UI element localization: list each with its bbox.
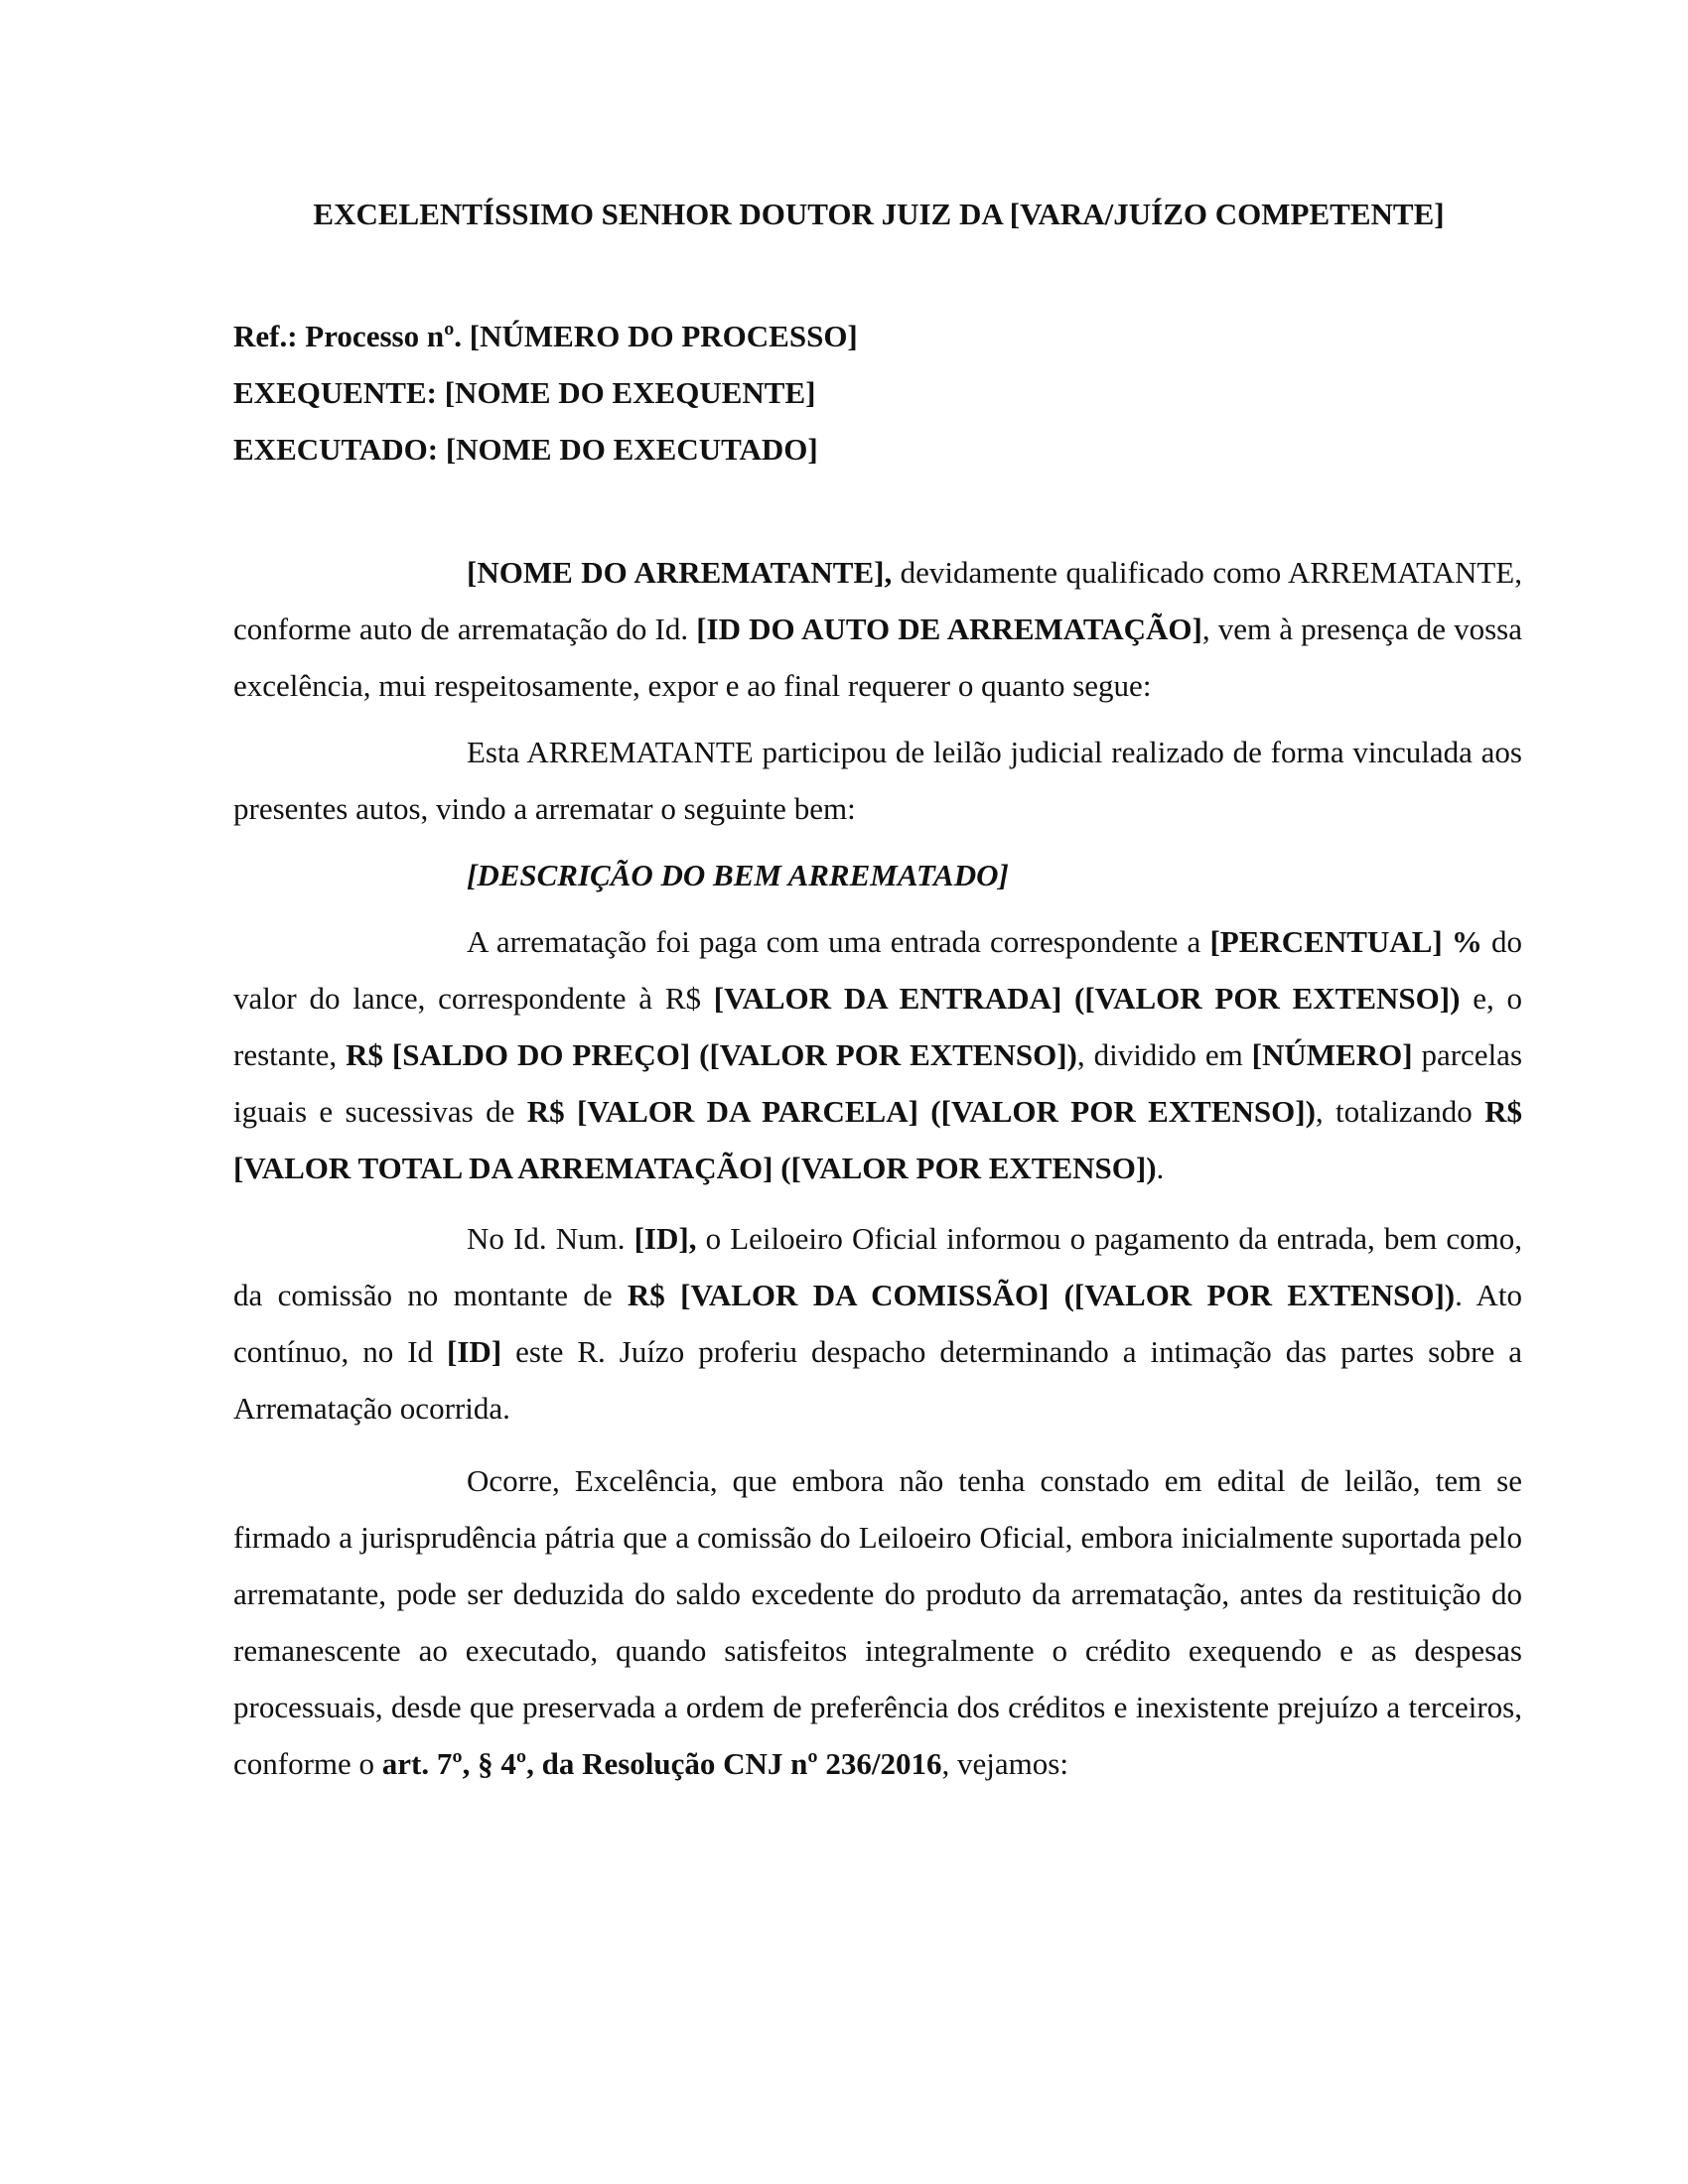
bidder-name: [NOME DO ARREMATANTE], — [467, 555, 893, 590]
exequente-line: EXEQUENTE: [NOME DO EXEQUENTE] — [233, 375, 816, 410]
paragraph-commission: No Id. Num. [ID], o Leiloeiro Oficial informou o pagamento da entrada, bem como, da comissão no montante de R$ [VALOR DA COMISSÃO] ([VALOR POR EXTENSO]). Ato contínuo, no Id [ID] este R. Juízo proferiu despacho determinando a intimação das partes sobre a Arrematação ocorrida. — [233, 1221, 1522, 1426]
executado-line: EXECUTADO: [NOME DO EXECUTADO] — [233, 432, 818, 467]
paragraph-auction: Esta ARREMATANTE participou de leilão judicial realizado de forma vinculada aos presentes autos, vindo a arrematar o seguinte bem: — [233, 735, 1522, 826]
auction-record-id: [ID DO AUTO DE ARREMATAÇÃO] — [696, 612, 1202, 646]
paragraph-jurisprudence: Ocorre, Excelência, que embora não tenha constado em edital de leilão, tem se firmado a jurisprudência pátria que a comissão do Leiloeiro Oficial, embora inicialmente suportada pelo arrematante, pode ser deduzida do saldo excedente do produto da arrematação, antes da restituição do remanescente ao executado, quando satisfeitos integralmente o crédito exequendo e as despesas processuais, desde que preservada a ordem de preferência dos créditos e inexistente prejuízo a terceiros, conforme o art. 7º, § 4º, da Resolução CNJ nº 236/2016, vejamos: — [233, 1463, 1522, 1781]
paragraph-qualification: [NOME DO ARREMATANTE], devidamente qualificado como ARREMATANTE, conforme auto de arrematação do Id. [ID DO AUTO DE ARREMATAÇÃO], vem à presença de vossa excelência, mui respeitosamente, expor e ao final requerer o quanto segue: — [233, 555, 1522, 703]
paragraph-payment: A arrematação foi paga com uma entrada correspondente a [PERCENTUAL] % do valor do lance, correspondente à R$ [VALOR DA ENTRADA] ([VALOR POR EXTENSO]) e, o restante, R$ [SALDO DO PREÇO] ([VALOR POR EXTENSO]), dividido em [NÚMERO] parcelas iguais e sucessivas de R$ [VALOR DA PARCELA] ([VALOR POR EXTENSO]), totalizando R$ [VALOR TOTAL DA ARREMATAÇÃO] ([VALOR POR EXTENSO]). — [233, 924, 1523, 1185]
document-heading: EXCELENTÍSSIMO SENHOR DOUTOR JUIZ DA [VARA/JUÍZO COMPETENTE] — [313, 197, 1445, 231]
asset-description: [DESCRIÇÃO DO BEM ARREMATADO] — [467, 858, 1009, 892]
process-number-line: Ref.: Processo nº. [NÚMERO DO PROCESSO] — [233, 319, 858, 353]
resolution-citation: art. 7º, § 4º, da Resolução CNJ nº 236/2016 — [381, 1746, 942, 1781]
document-body — [233, 544, 1522, 1792]
case-reference-block — [233, 308, 1524, 478]
